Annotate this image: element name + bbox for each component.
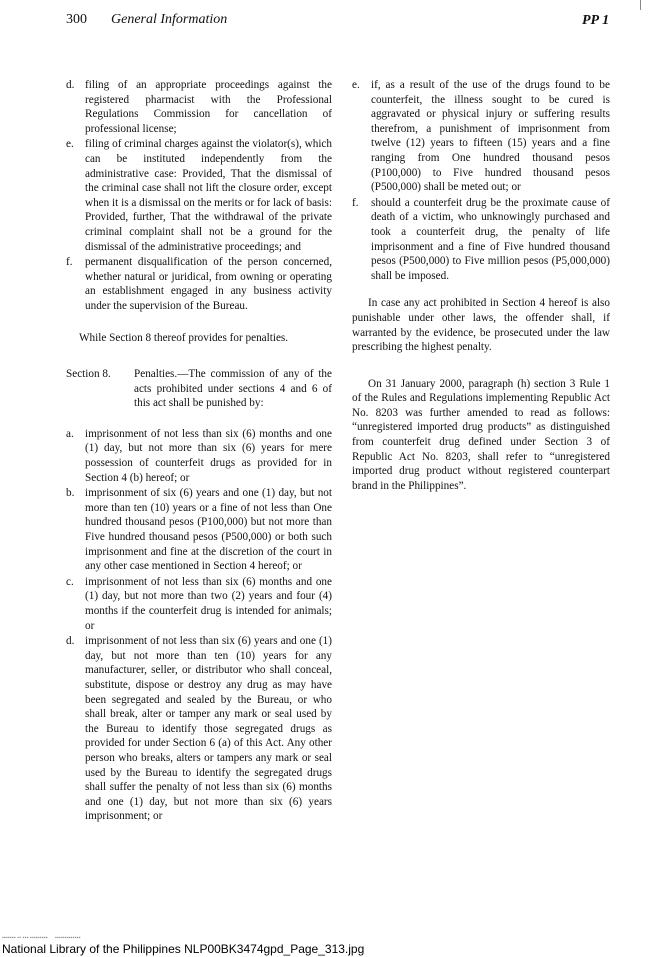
section-8 [66,367,332,411]
list-item-text: if, as a result of the use of the drugs found to be counterfeit, the illness sought to be cured is aggravated or physical injury or suffering results therefrom, a punishment of imprisonment from twelve (12) years to fifteen (15) years and a fine ranging from One hundred thousand pesos (P100,000) to Five hundred thousand pesos (P500,000) shall be meted out; or [371,79,610,194]
list-item-text: should a counterfeit drug be the proximate cause of death of a victim, who unknowingly purchased and took a counterfeit drug, the penalty of life imprisonment and a fine of Five hundred thousand pesos (P500,000) to Five million pesos (P5,000,000) shall be imposed. [371,196,610,282]
list-item [66,634,332,824]
running-header-title: General Information [111,12,228,27]
paragraph-amendment: On 31 January 2000, paragraph (h) section 3 Rule 1 of the Rules and Regulations implementing Republic Act No. 8203 was further amended to read as follows: “unregistered imported drug products” as distinguished from counterfeit drug defined under Section 3 of Republic Act No. 8203, shall refer to “unregistered imported drug product without registered counterpart brand in the Philippines”. [352,377,610,492]
list-item-label: b. [66,487,75,500]
section-8-text: Penalties.—The commission of any of the acts prohibited under sections 4 and 6 of this act shall be punished by: [134,368,332,410]
list-item-text: imprisonment of six (6) years and one (1) day, but not more than ten (10) years or a fine of not less than One hundred thousand pesos (P100,000) but not more than Five hundred thousand pesos (P500,000) or both such imprisonment and fine at the discretion of the court in any other case mentioned in Section 4 hereof; or [85,487,332,573]
list-item [66,137,332,254]
right-column [352,78,610,503]
list-item-label: c. [66,575,74,588]
list-item-text: imprisonment of not less than six (6) years and one (1) day, but not more than ten (10) years for any manufacturer, seller, or distributor who shall conceal, substitute, dispose or destroy any drug as may have been segregated and sealed by the Bureau, or who shall break, alter or tamper any mark or seal used by the Bureau to identify those segregated drugs as provided for under Section 6 (a) of this Act. Any other person who breaks, alters or tampers any mark or seal used by the Bureau to identify the segregated drugs shall suffer the penalty of not less than six (6) months and one (1) day, but not more than six (6) years imprisonment; or [85,635,332,823]
list-item-label: d. [66,635,75,648]
list-item [66,255,332,313]
list-item [66,575,332,633]
list-item [352,78,610,195]
page-number: 300 [66,12,87,27]
intro-paragraph: While Section 8 thereof provides for penalties. [79,331,289,344]
list-item-label: a. [66,427,74,440]
list-item [352,196,610,284]
list-item [66,78,332,136]
scan-stamp: ▪▪▪▪▪▪▪ ▪▪ ▪▪▪ ▪▪▪▪▪▪▪▪▪ ▪▪▪▪▪▪▪▪▪▪▪▪▪ [2,936,81,941]
list-item-text: permanent disqualification of the person concerned, whether natural or juridical, from owning or operating an establishment engaged in any business activity under the supervision of the Bureau. [85,256,332,312]
list-item [66,486,332,574]
left-column [66,78,332,825]
paragraph-highest-penalty: In case any act prohibited in Section 4 hereof is also punishable under other laws, the offender shall, if warranted by the evidence, be prosecuted under the law prescribing the highest penalty. [352,297,610,354]
list-item-text: filing of an appropriate proceedings against the registered pharmacist with the Professional Regulations Commission for cancellation of professional license; [85,79,332,135]
list-item-text: filing of criminal charges against the violator(s), which can be instituted independently from the administrative case: Provided, That the dismissal of the criminal case shall not lift the closure order, except when it is a dismissal on the merits or for lack of basis: Provided, further, That the withdrawal of the private criminal complaint shall not be a ground for the dismissal of the administrative proceedings; and [85,138,332,253]
footer-caption: National Library of the Philippines NLP00BK3474gpd_Page_313.jpg [2,942,365,956]
list-item-text: imprisonment of not less than six (6) months and one (1) day, but not more than two (2) years and four (4) months if the counterfeit drug is intended for animals; or [85,575,332,632]
list-item-text: imprisonment of not less than six (6) months and one (1) day, but not more than six (6) years for mere possession of counterfeit drugs as provided for in Section 4 (b) hereof; or [85,427,332,484]
list-item-label: e. [66,138,74,151]
list-item [66,427,332,485]
list-item-label: f. [352,196,359,209]
running-header-right: PP 1 [582,13,610,28]
section-8-label: Section 8. [66,368,111,381]
scan-edge-mark [640,0,644,10]
list-item-label: f. [66,256,73,269]
list-item-label: e. [352,79,360,91]
list-item-label: d. [66,79,75,91]
